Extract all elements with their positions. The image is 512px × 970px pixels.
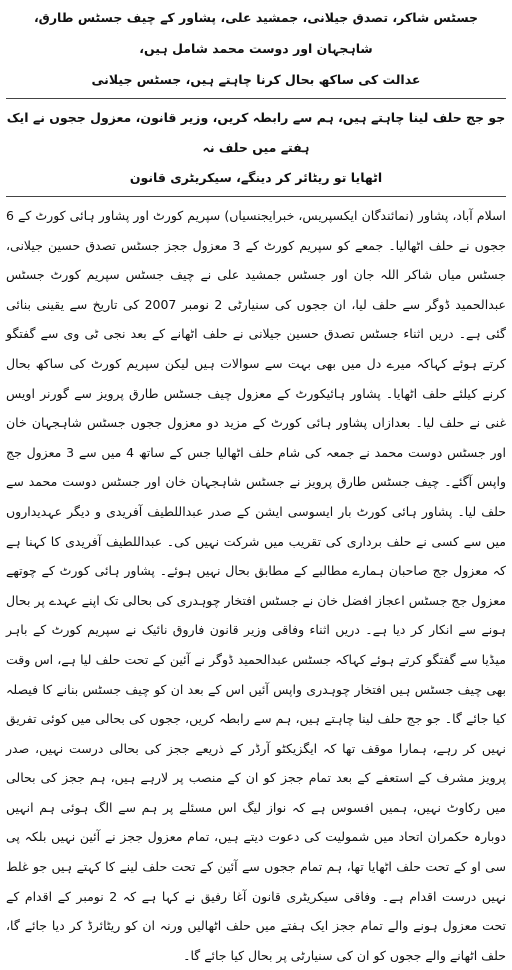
subheadline-line-2: اٹھایا تو ریٹائر کر دینگے، سیکریٹری قانون [129, 170, 383, 185]
headline-line-1: جسٹس شاکر، تصدق جیلانی، جمشید علی، پشاور کے چیف جسٹس طارق، شاہجہان اور دوست محمد شامل ہیں، [33, 10, 479, 56]
article-body: اسلام آباد، پشاور (نمائندگان ایکسپریس، خبرایجنسیاں) سپریم کورٹ اور پشاور ہائی کورٹ کے 6 ججوں نے حلف اٹھالیا۔ جمعے کو سپریم کورٹ کے 3 معزول ججز جسٹس تصدق حسین جیلانی، جسٹس میاں شاکر اللہ جان اور جسٹس جمشید علی نے چیف جسٹس سپریم کورٹ جسٹس عبدالحمید ڈوگر سے حلف لیا، ان ججوں کی سنیارٹی 2 نومبر 2007 کی تاریخ سے یقینی بنائی گئی ہے۔ دریں اثناء جسٹس تصدق حسین جیلانی نے حلف اٹھانے کے بعد نجی ٹی وی سے گفتگو کرتے ہوئے کہاکہ میرے دل میں بھی بہت سے سوالات ہیں لیکن سپریم کورٹ کی ساکھ بحال کرنے کیلئے حلف اٹھایا۔ پشاور ہائیکورٹ کے معزول چیف جسٹس طارق پرویز سے گورنر اویس غنی نے حلف لیا۔ بعدازاں پشاور ہائی کورٹ کے مزید دو معزول ججوں جسٹس شاہجہان خان اور جسٹس دوست محمد نے جمعہ کی شام حلف اٹھالیا جس کے ساتھ 4 میں سے 3 معزول جج واپس آگئے۔ چیف جسٹس طارق پرویز نے جسٹس شاہجہان خان اور جسٹس دوست محمد سے حلف لیا۔ پشاور ہائی کورٹ بار ایسوسی ایشن کے صدر عبداللطیف آفریدی و دیگر عہدیداروں میں سے کسی نے حلف برداری کی تقریب میں شرکت نہیں کی۔ عبداللطیف آفریدی کا کہنا ہے کہ معزول جج صاحبان ہمارے مطالبے کے مطابق بحال نہیں ہوئے۔ پشاور ہائی کورٹ کے چوتھے معزول جج جسٹس اعجاز افضل خان نے جسٹس افتخار چوہدری کی بحالی تک اپنے عہدے پر بحال ہونے سے انکار کر دیا ہے۔ دریں اثناء وفاقی وزیر قانون فاروق نائیک نے سپریم کورٹ کے باہر میڈیا سے گفتگو کرتے ہوئے کہاکہ جسٹس عبدالحمید ڈوگر نے آئین کے تحت حلف لیا ہے، اس وقت بھی چیف جسٹس ہیں افتخار چوہدری واپس آئیں اس کے بعد ان کو چیف جسٹس بنانے کا فیصلہ کیا جائے گا۔ جو جج حلف لینا چاہتے ہیں، ہم سے رابطہ کریں، ججوں کی بحالی میں کوئی تفریق نہیں کر رہے، ہمارا موقف تھا کہ ایگزیکٹو آرڈر کے ذریعے ججز کی بحالی درست نہیں، صدر پرویز مشرف کے استعفے کے بعد تمام ججز کو ان کے منصب پر لارہے ہیں، ہم ججز کی بحالی میں رکاوٹ نہیں، ہمیں افسوس ہے کہ نواز لیگ اس مسئلے پر ہم سے الگ ہوئی ہم انہیں دوبارہ حکمران اتحاد میں شمولیت کی دعوت دیتے ہیں، تمام معزول ججز نے آئین نہیں بلکہ پی سی او کے تحت حلف اٹھایا تھا، ہم تمام ججوں سے آئین کے تحت حلف لینے کا کہتے ہیں جو غلط نہیں درست اقدام ہے۔ وفاقی سیکریٹری قانون آغا رفیق نے کہا ہے کہ 2 نومبر کے اقدام کے تحت معزول ہونے والے تمام ججز ایک ہفتے میں حلف اٹھالیں ورنہ ان کو ریٹائرڈ کر دیا جائے گا، حلف اٹھانے والے ججوں کو ان کی سنیارٹی پر بحال کیا جائے گا۔ [6, 208, 507, 963]
subheadline [6, 103, 506, 193]
divider [6, 196, 506, 197]
divider [6, 98, 506, 99]
headline [6, 2, 506, 95]
headline-line-2: عدالت کی ساکھ بحال کرنا چاہتے ہیں، جسٹس جیلانی [91, 72, 421, 87]
subheadline-line-1: جو جج حلف لینا چاہتے ہیں، ہم سے رابطہ کریں، وزیر قانون، معزول ججوں نے ایک ہفتے میں حلف نہ [6, 110, 506, 155]
